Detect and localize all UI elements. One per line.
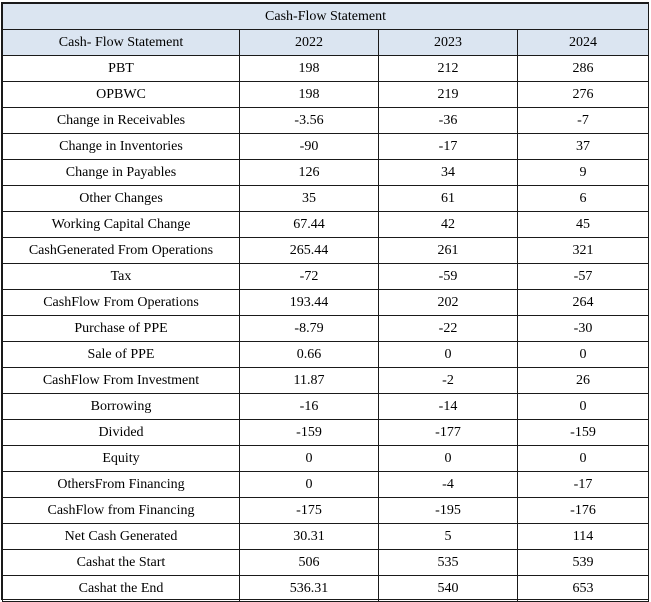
table-header-row <box>3 30 649 56</box>
table-row <box>3 290 649 316</box>
value-2023-cell: 42 <box>379 212 518 238</box>
table-row <box>3 394 649 420</box>
value-2024-cell: 9 <box>518 160 649 186</box>
row-label-cell: Working Capital Change <box>3 212 240 238</box>
value-2023-cell: -17 <box>379 134 518 160</box>
row-label-cell: Net Cash Generated <box>3 524 240 550</box>
table-row <box>3 82 649 108</box>
row-label-cell: Equity <box>3 446 240 472</box>
value-2024-cell: 45 <box>518 212 649 238</box>
value-2023-cell: 261 <box>379 238 518 264</box>
value-2022-cell: 0 <box>240 446 379 472</box>
value-2022-cell: 265.44 <box>240 238 379 264</box>
value-2024-cell: 0 <box>518 446 649 472</box>
value-2022-cell: 126 <box>240 160 379 186</box>
value-2023-cell: 540 <box>379 576 518 602</box>
value-2024-cell: -159 <box>518 420 649 446</box>
value-2024-cell: 264 <box>518 290 649 316</box>
header-year-2024: 2024 <box>518 30 649 56</box>
value-2023-cell: -22 <box>379 316 518 342</box>
row-label-cell: OPBWC <box>3 82 240 108</box>
value-2023-cell: 0 <box>379 446 518 472</box>
value-2022-cell: 536.31 <box>240 576 379 602</box>
value-2024-cell: 539 <box>518 550 649 576</box>
value-2024-cell: 321 <box>518 238 649 264</box>
value-2022-cell: 35 <box>240 186 379 212</box>
value-2022-cell: 198 <box>240 82 379 108</box>
value-2024-cell: 37 <box>518 134 649 160</box>
value-2024-cell: 653 <box>518 576 649 602</box>
value-2024-cell: -30 <box>518 316 649 342</box>
value-2022-cell: 506 <box>240 550 379 576</box>
value-2023-cell: -2 <box>379 368 518 394</box>
value-2023-cell: -14 <box>379 394 518 420</box>
value-2022-cell: 0.66 <box>240 342 379 368</box>
value-2023-cell: -4 <box>379 472 518 498</box>
row-label-cell: CashFlow From Operations <box>3 290 240 316</box>
value-2022-cell: 193.44 <box>240 290 379 316</box>
value-2024-cell: -7 <box>518 108 649 134</box>
row-label-cell: Change in Inventories <box>3 134 240 160</box>
header-year-2023: 2023 <box>379 30 518 56</box>
value-2024-cell: 114 <box>518 524 649 550</box>
value-2024-cell: 0 <box>518 394 649 420</box>
value-2024-cell: 26 <box>518 368 649 394</box>
value-2022-cell: 11.87 <box>240 368 379 394</box>
value-2023-cell: -59 <box>379 264 518 290</box>
table-row <box>3 264 649 290</box>
value-2022-cell: -16 <box>240 394 379 420</box>
value-2022-cell: 0 <box>240 472 379 498</box>
value-2022-cell: -159 <box>240 420 379 446</box>
row-label-cell: Sale of PPE <box>3 342 240 368</box>
table-body <box>3 56 649 602</box>
value-2024-cell: 276 <box>518 82 649 108</box>
table-row <box>3 238 649 264</box>
value-2023-cell: 34 <box>379 160 518 186</box>
table-row <box>3 576 649 602</box>
row-label-cell: Purchase of PPE <box>3 316 240 342</box>
table-row <box>3 368 649 394</box>
table-title-row <box>3 4 649 30</box>
value-2024-cell: 0 <box>518 342 649 368</box>
row-label-cell: Change in Receivables <box>3 108 240 134</box>
row-label-cell: PBT <box>3 56 240 82</box>
value-2024-cell: 286 <box>518 56 649 82</box>
value-2024-cell: -176 <box>518 498 649 524</box>
value-2024-cell: 6 <box>518 186 649 212</box>
value-2024-cell: -57 <box>518 264 649 290</box>
table-title: Cash-Flow Statement <box>3 4 649 30</box>
value-2023-cell: -177 <box>379 420 518 446</box>
value-2022-cell: -8.79 <box>240 316 379 342</box>
row-label-cell: Cashat the End <box>3 576 240 602</box>
row-label-cell: Tax <box>3 264 240 290</box>
row-label-cell: Borrowing <box>3 394 240 420</box>
value-2022-cell: 198 <box>240 56 379 82</box>
row-label-cell: CashFlow from Financing <box>3 498 240 524</box>
value-2022-cell: 30.31 <box>240 524 379 550</box>
value-2022-cell: -175 <box>240 498 379 524</box>
header-year-2022: 2022 <box>240 30 379 56</box>
table-row <box>3 472 649 498</box>
table-row <box>3 186 649 212</box>
row-label-cell: Divided <box>3 420 240 446</box>
value-2023-cell: 61 <box>379 186 518 212</box>
value-2022-cell: 67.44 <box>240 212 379 238</box>
value-2022-cell: -72 <box>240 264 379 290</box>
row-label-cell: Cashat the Start <box>3 550 240 576</box>
table-row <box>3 56 649 82</box>
header-label-column: Cash- Flow Statement <box>3 30 240 56</box>
value-2022-cell: -3.56 <box>240 108 379 134</box>
table-row <box>3 134 649 160</box>
table-row <box>3 342 649 368</box>
cash-flow-table-container <box>1 2 649 600</box>
value-2023-cell: 5 <box>379 524 518 550</box>
row-label-cell: Other Changes <box>3 186 240 212</box>
table-row <box>3 316 649 342</box>
row-label-cell: CashGenerated From Operations <box>3 238 240 264</box>
row-label-cell: CashFlow From Investment <box>3 368 240 394</box>
row-label-cell: OthersFrom Financing <box>3 472 240 498</box>
table-row <box>3 420 649 446</box>
table-row <box>3 498 649 524</box>
value-2023-cell: -195 <box>379 498 518 524</box>
value-2022-cell: -90 <box>240 134 379 160</box>
value-2023-cell: 0 <box>379 342 518 368</box>
value-2023-cell: 219 <box>379 82 518 108</box>
table-row <box>3 550 649 576</box>
value-2023-cell: -36 <box>379 108 518 134</box>
table-row <box>3 212 649 238</box>
table-row <box>3 524 649 550</box>
row-label-cell: Change in Payables <box>3 160 240 186</box>
value-2024-cell: -17 <box>518 472 649 498</box>
value-2023-cell: 212 <box>379 56 518 82</box>
table-row <box>3 446 649 472</box>
value-2023-cell: 202 <box>379 290 518 316</box>
value-2023-cell: 535 <box>379 550 518 576</box>
cash-flow-table <box>2 3 649 602</box>
table-row <box>3 108 649 134</box>
table-row <box>3 160 649 186</box>
